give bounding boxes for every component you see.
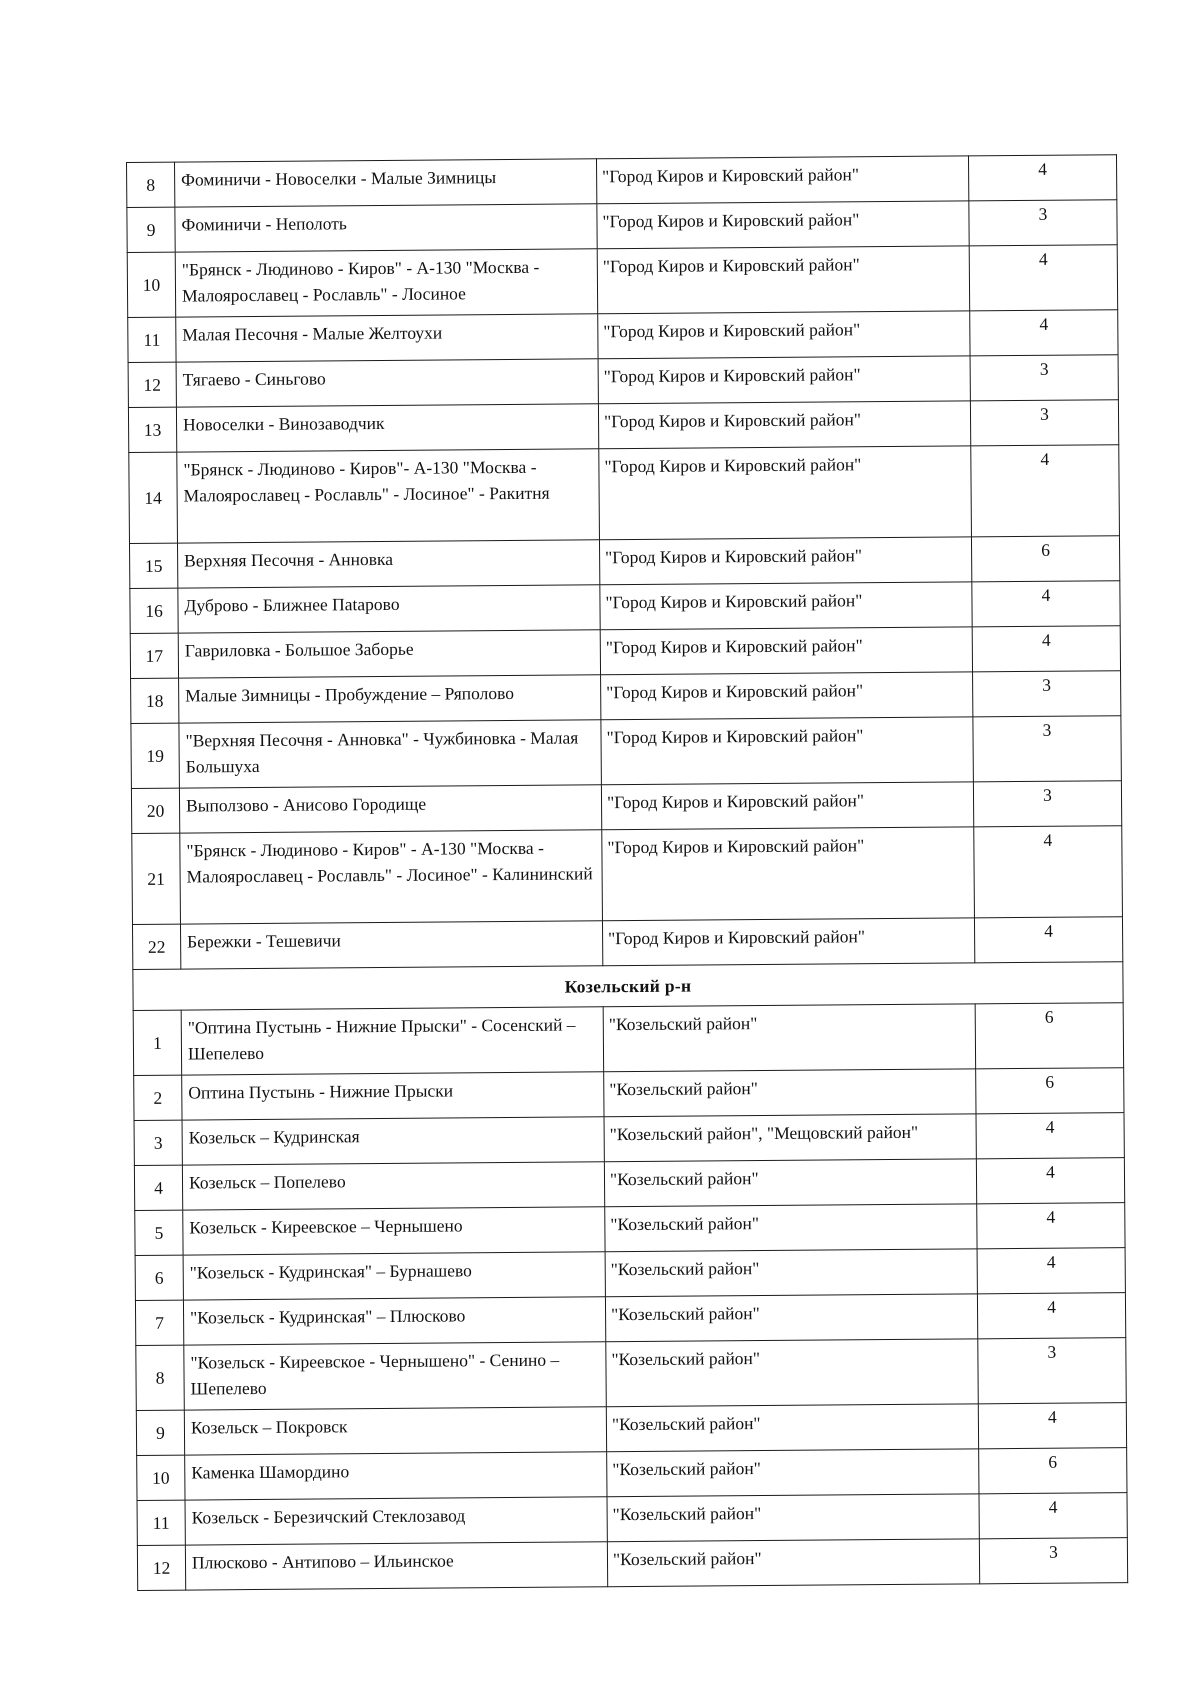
road-name-cell: Плюсково - Антипово – Ильинское bbox=[185, 1542, 607, 1590]
length-cell: 3 bbox=[969, 200, 1117, 246]
owner-cell: "Козельский район" bbox=[605, 1249, 977, 1297]
road-name-cell: Бережки - Тешевичи bbox=[180, 921, 602, 969]
owner-cell: "Город Киров и Кировский район" bbox=[601, 717, 973, 785]
table-row bbox=[136, 1338, 1126, 1411]
table-row bbox=[131, 671, 1121, 724]
row-number-cell: 10 bbox=[127, 252, 176, 317]
table-row bbox=[137, 1448, 1127, 1501]
row-number-cell: 20 bbox=[131, 788, 179, 833]
row-number-cell: 5 bbox=[135, 1210, 183, 1255]
road-name-cell: "Козельск - Кудринская" – Плюсково bbox=[183, 1297, 605, 1345]
owner-cell: "Город Киров и Кировский район" bbox=[602, 918, 974, 966]
road-name-cell: Каменка Шамордино bbox=[185, 1452, 607, 1500]
table-row bbox=[134, 1158, 1124, 1211]
row-number-cell: 6 bbox=[135, 1255, 183, 1300]
length-cell: 4 bbox=[972, 581, 1120, 627]
length-cell: 4 bbox=[971, 445, 1120, 537]
document-page bbox=[126, 154, 1127, 1591]
table-row bbox=[128, 400, 1118, 453]
road-name-cell: Козельск – Попелево bbox=[182, 1162, 604, 1210]
road-name-cell: Оптина Пустынь - Нижние Прыски bbox=[182, 1072, 604, 1120]
row-number-cell: 7 bbox=[135, 1300, 183, 1345]
row-number-cell: 9 bbox=[127, 207, 175, 252]
owner-cell: "Козельский район" bbox=[605, 1204, 977, 1252]
owner-cell: "Козельский район" bbox=[607, 1539, 979, 1587]
row-number-cell: 11 bbox=[128, 317, 176, 362]
table-row bbox=[135, 1248, 1125, 1301]
length-cell: 6 bbox=[975, 1003, 1124, 1069]
length-cell: 6 bbox=[976, 1068, 1124, 1114]
row-number-cell: 1 bbox=[133, 1010, 182, 1075]
owner-cell: "Город Киров и Кировский район" bbox=[600, 582, 972, 630]
table-row bbox=[127, 155, 1117, 208]
owner-cell: "Козельский район" bbox=[605, 1294, 977, 1342]
table-row bbox=[128, 310, 1118, 363]
length-cell: 3 bbox=[978, 1338, 1127, 1404]
owner-cell: "Козельский район" bbox=[604, 1069, 976, 1117]
road-name-cell: "Верхняя Песочня - Анновка" - Чужбиновка - Малая Большуха bbox=[179, 720, 601, 788]
table-row bbox=[133, 1003, 1123, 1076]
road-name-cell: Козельск – Покровск bbox=[184, 1407, 606, 1455]
owner-cell: "Город Киров и Кировский район" bbox=[599, 446, 972, 540]
length-cell: 6 bbox=[979, 1448, 1127, 1494]
table-row bbox=[128, 355, 1118, 408]
roads-table-body bbox=[127, 155, 1128, 1591]
row-number-cell: 13 bbox=[128, 407, 176, 452]
owner-cell: "Козельский район" bbox=[607, 1449, 979, 1497]
length-cell: 4 bbox=[979, 1493, 1127, 1539]
row-number-cell: 16 bbox=[130, 588, 178, 633]
owner-cell: "Козельский район" bbox=[604, 1159, 976, 1207]
table-row bbox=[127, 200, 1117, 253]
table-row bbox=[130, 626, 1120, 679]
road-name-cell: Козельск - Киреевское – Чернышено bbox=[183, 1207, 605, 1255]
road-name-cell: "Козельск - Кудринская" – Бурнашево bbox=[183, 1252, 605, 1300]
length-cell: 3 bbox=[973, 716, 1122, 782]
table-row bbox=[131, 716, 1121, 789]
length-cell: 4 bbox=[977, 1203, 1125, 1249]
table-row bbox=[132, 917, 1122, 970]
row-number-cell: 17 bbox=[130, 633, 178, 678]
row-number-cell: 10 bbox=[137, 1455, 185, 1500]
owner-cell: "Козельский район" bbox=[603, 1004, 975, 1072]
road-name-cell: Козельск – Кудринская bbox=[182, 1117, 604, 1165]
owner-cell: "Город Киров и Кировский район" bbox=[602, 827, 975, 921]
row-number-cell: 8 bbox=[136, 1345, 185, 1410]
length-cell: 3 bbox=[970, 355, 1118, 401]
owner-cell: "Козельский район", "Мещовский район" bbox=[604, 1114, 976, 1162]
owner-cell: "Город Киров и Кировский район" bbox=[598, 311, 970, 359]
road-name-cell: Выползово - Анисово Городище bbox=[179, 785, 601, 833]
owner-cell: "Город Киров и Кировский район" bbox=[601, 672, 973, 720]
table-row bbox=[132, 826, 1123, 925]
owner-cell: "Город Киров и Кировский район" bbox=[598, 401, 970, 449]
row-number-cell: 9 bbox=[136, 1410, 184, 1455]
road-name-cell: Малая Песочня - Малые Желтоухи bbox=[176, 314, 598, 362]
owner-cell: "Город Киров и Кировский район" bbox=[600, 627, 972, 675]
owner-cell: "Город Киров и Кировский район" bbox=[601, 782, 973, 830]
owner-cell: "Город Киров и Кировский район" bbox=[599, 537, 971, 585]
roads-table bbox=[126, 154, 1128, 1591]
owner-cell: "Город Киров и Кировский район" bbox=[597, 246, 969, 314]
table-row bbox=[137, 1538, 1127, 1591]
row-number-cell: 15 bbox=[129, 543, 177, 588]
row-number-cell: 4 bbox=[134, 1165, 182, 1210]
table-row bbox=[131, 781, 1121, 834]
owner-cell: "Город Киров и Кировский район" bbox=[596, 156, 968, 204]
length-cell: 3 bbox=[973, 671, 1121, 717]
table-row bbox=[137, 1493, 1127, 1546]
length-cell: 4 bbox=[974, 826, 1123, 918]
length-cell: 3 bbox=[973, 781, 1121, 827]
row-number-cell: 22 bbox=[132, 924, 180, 969]
row-number-cell: 19 bbox=[131, 723, 180, 788]
length-cell: 4 bbox=[972, 626, 1120, 672]
length-cell: 4 bbox=[976, 1113, 1124, 1159]
row-number-cell: 14 bbox=[129, 452, 178, 543]
road-name-cell: "Брянск - Людиново - Киров"- А-130 "Москва - Малоярославец - Рославль" - Лосиное" - Ракитня bbox=[177, 449, 600, 543]
row-number-cell: 12 bbox=[137, 1545, 185, 1590]
road-name-cell: "Брянск - Людиново - Киров" - А-130 "Москва - Малоярославец - Рославль" - Лосиное" - Калининский bbox=[180, 830, 603, 924]
table-row bbox=[129, 445, 1120, 544]
table-row bbox=[129, 536, 1119, 589]
row-number-cell: 18 bbox=[131, 678, 179, 723]
length-cell: 4 bbox=[976, 1158, 1124, 1204]
table-row bbox=[130, 581, 1120, 634]
table-row bbox=[135, 1293, 1125, 1346]
row-number-cell: 12 bbox=[128, 362, 176, 407]
road-name-cell: Фоминичи - Новоселки - Малые Зимницы bbox=[175, 159, 597, 207]
length-cell: 4 bbox=[969, 245, 1118, 311]
road-name-cell: Верхняя Песочня - Анновка bbox=[177, 540, 599, 588]
length-cell: 4 bbox=[974, 917, 1122, 963]
road-name-cell: Новоселки - Винозаводчик bbox=[176, 404, 598, 452]
owner-cell: "Город Киров и Кировский район" bbox=[598, 356, 970, 404]
table-row bbox=[127, 245, 1117, 318]
road-name-cell: "Козельск - Киреевское - Чернышено" - Сенино – Шепелево bbox=[184, 1342, 606, 1410]
length-cell: 4 bbox=[977, 1248, 1125, 1294]
road-name-cell: "Оптина Пустынь - Нижние Прыски" - Сосенский – Шепелево bbox=[181, 1007, 603, 1075]
road-name-cell: Тягаево - Синьгово bbox=[176, 359, 598, 407]
row-number-cell: 11 bbox=[137, 1500, 185, 1545]
length-cell: 6 bbox=[971, 536, 1119, 582]
owner-cell: "Козельский район" bbox=[606, 1404, 978, 1452]
table-row bbox=[134, 1068, 1124, 1121]
road-name-cell: Гавриловка - Большое Заборье bbox=[178, 630, 600, 678]
length-cell: 3 bbox=[970, 400, 1118, 446]
length-cell: 4 bbox=[968, 155, 1116, 201]
length-cell: 4 bbox=[977, 1293, 1125, 1339]
road-name-cell: "Брянск - Людиново - Киров" - А-130 "Москва - Малоярославец - Рославль" - Лосиное bbox=[175, 249, 597, 317]
section-title: Козельский р-н bbox=[133, 962, 1123, 1011]
table-row bbox=[135, 1203, 1125, 1256]
row-number-cell: 21 bbox=[132, 833, 181, 924]
road-name-cell: Козельск - Березичский Стеклозавод bbox=[185, 1497, 607, 1545]
road-name-cell: Малые Зимницы - Пробуждение – Ряполово bbox=[179, 675, 601, 723]
row-number-cell: 8 bbox=[127, 162, 175, 207]
table-row bbox=[136, 1403, 1126, 1456]
length-cell: 3 bbox=[979, 1538, 1127, 1584]
road-name-cell: Фоминичи - Неполоть bbox=[175, 204, 597, 252]
road-name-cell: Дуброво - Ближнее Пatapово bbox=[178, 585, 600, 633]
row-number-cell: 2 bbox=[134, 1075, 182, 1120]
owner-cell: "Козельский район" bbox=[607, 1494, 979, 1542]
length-cell: 4 bbox=[970, 310, 1118, 356]
row-number-cell: 3 bbox=[134, 1120, 182, 1165]
owner-cell: "Город Киров и Кировский район" bbox=[597, 201, 969, 249]
owner-cell: "Козельский район" bbox=[606, 1339, 978, 1407]
table-row bbox=[134, 1113, 1124, 1166]
length-cell: 4 bbox=[978, 1403, 1126, 1449]
